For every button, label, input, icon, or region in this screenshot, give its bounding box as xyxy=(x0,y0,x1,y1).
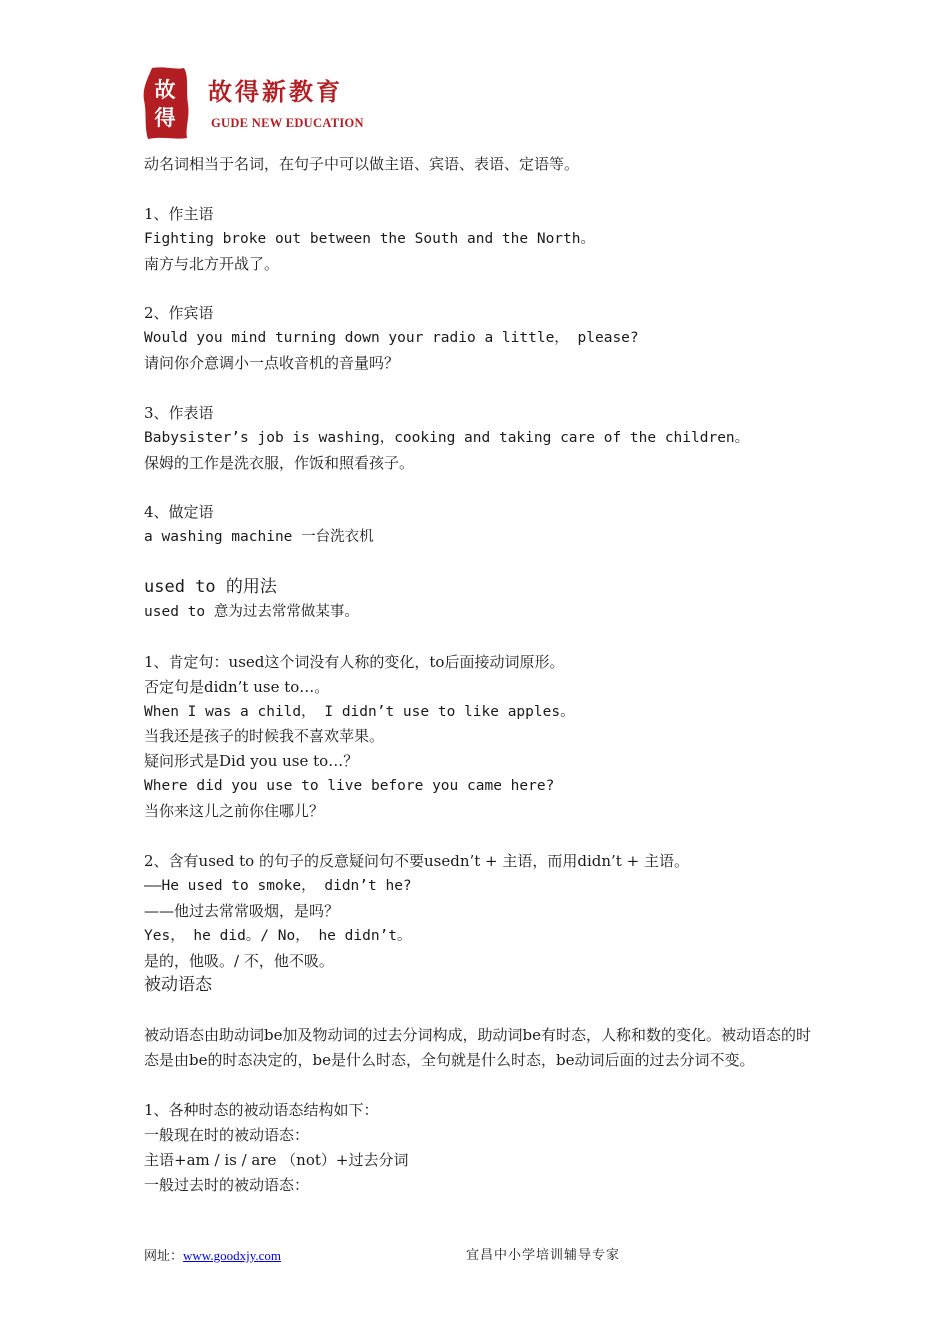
example-en: ——He used to smoke， didn’t he? xyxy=(144,877,412,894)
website-label: 网址： xyxy=(144,1249,184,1264)
used-to-definition: used to 意为过去常常做某事。 xyxy=(144,604,359,621)
passive-voice-heading: 被动语态 xyxy=(144,975,212,996)
intro-text: 动名词相当于名词，在句子中可以做主语、宾语、表语、定语等。 xyxy=(144,155,580,173)
example-cn: 保姆的工作是洗衣服，作饭和照看孩子。 xyxy=(144,453,415,472)
website-line xyxy=(144,1246,281,1267)
rule-text: 否定句是didn’t use to…。 xyxy=(144,677,330,696)
footer-slogan: 宜昌中小学培训辅导专家 xyxy=(466,1248,621,1263)
example-en: Yes， he did。/ No， he didn’t。 xyxy=(144,927,412,944)
example-en: Where did you use to live before you came here? xyxy=(144,778,555,795)
page-footer xyxy=(144,1246,814,1268)
section-heading: 4、做定语 xyxy=(144,503,214,522)
example-en: When I was a child， I didn’t use to like apples。 xyxy=(144,703,575,720)
svg-text:得: 得 xyxy=(154,105,176,130)
example-cn: 请问你介意调小一点收音机的音量吗？ xyxy=(144,354,400,373)
document-body xyxy=(144,152,814,1197)
example-cn: 当我还是孩子的时候我不喜欢苹果。 xyxy=(144,727,385,746)
rule-text: 一般过去时的被动语态： xyxy=(144,1175,310,1194)
website-link[interactable]: www.goodxjy.com xyxy=(183,1248,281,1263)
example-cn: 当你来这儿之前你住哪儿？ xyxy=(144,802,325,821)
used-to-heading: used to 的用法 xyxy=(144,577,277,598)
example-cn: 南方与北方开战了。 xyxy=(144,254,280,273)
section-heading: 1、各种时态的被动语态结构如下： xyxy=(144,1100,379,1119)
brand-name-cn: 故得新教育 xyxy=(208,77,343,106)
example-en: a washing machine 一台洗衣机 xyxy=(144,529,374,546)
example-en: Babysister’s job is washing，cooking and taking care of the children。 xyxy=(144,429,750,446)
example-en: Fighting broke out between the South and the North。 xyxy=(144,230,595,247)
formula-text: 主语+am / is / are （not）+过去分词 xyxy=(144,1150,409,1169)
example-en: Would you mind turning down your radio a little， please? xyxy=(144,330,639,347)
rule-text: 一般现在时的被动语态： xyxy=(144,1125,310,1144)
section-heading: 3、作表语 xyxy=(144,403,214,422)
section-heading: 2、作宾语 xyxy=(144,304,214,323)
section-heading: 1、肯定句：used这个词没有人称的变化，to后面接动词原形。 xyxy=(144,652,565,671)
brand-name-en: GUDE NEW EDUCATION xyxy=(211,116,364,130)
passive-voice-description: 被动语态由助动词be加及物动词的过去分词构成，助动词be有时态，人称和数的变化。被动语态的时态是由be的时态决定的，be是什么时态，全句就是什么时态，be动词后面的过去分词不变。 xyxy=(144,1026,811,1070)
brand-logo xyxy=(142,66,382,142)
section-heading: 2、含有used to 的句子的反意疑问句不要usedn’t + 主语，而用didn’t + 主语。 xyxy=(144,851,689,870)
seal-logo-icon xyxy=(142,66,190,140)
example-cn: 是的，他吸。/ 不，他不吸。 xyxy=(144,951,334,970)
example-cn: ——他过去常常吸烟，是吗？ xyxy=(144,901,340,920)
svg-text:故: 故 xyxy=(154,77,176,102)
section-heading: 1、作主语 xyxy=(144,204,214,223)
rule-text: 疑问形式是Did you use to…？ xyxy=(144,752,359,771)
